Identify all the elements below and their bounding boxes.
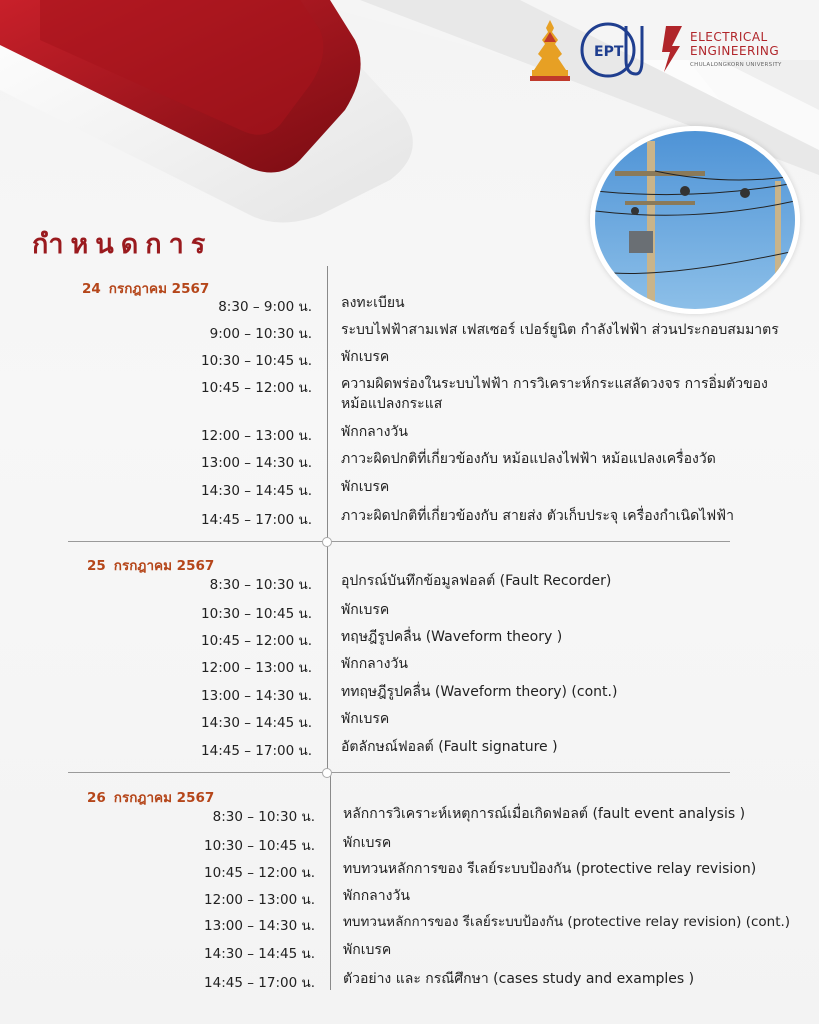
- ept-logo-text: EPT: [594, 44, 624, 60]
- activity: พักเบรค: [343, 942, 392, 958]
- dept-line1: ELECTRICAL: [690, 30, 768, 44]
- ept-logo: [580, 20, 644, 84]
- time-slot: 14:30 – 14:45 น.: [204, 946, 315, 962]
- activity: ภาวะผิดปกติที่เกี่ยวข้องกับ สายส่ง ตัวเก็บประจุ เครื่องกำเนิดไฟฟ้า: [341, 508, 734, 524]
- time-slot: 10:30 – 10:45 น.: [201, 353, 312, 369]
- time-slot: 14:45 – 17:00 น.: [204, 975, 315, 991]
- activity: ลงทะเบียน: [341, 295, 405, 311]
- time-slot: 14:45 – 17:00 น.: [201, 743, 312, 759]
- time-slot: 10:45 – 12:00 น.: [204, 865, 315, 881]
- electrical-engineering-logo-text: [690, 30, 782, 72]
- activity: ตัวอย่าง และ กรณีศึกษา (cases study and examples ): [343, 971, 695, 987]
- timeline-line: [330, 776, 331, 990]
- day-month-year: กรกฎาคม 2567: [113, 790, 215, 806]
- time-slot: 10:30 – 10:45 น.: [201, 606, 312, 622]
- activity: พักเบรค: [341, 602, 390, 618]
- day-month-year: กรกฎาคม 2567: [108, 281, 210, 297]
- dept-line2: ENGINEERING: [690, 44, 780, 58]
- activity: ระบบไฟฟ้าสามเฟส เฟสเซอร์ เปอร์ยูนิต กำลังไฟฟ้า ส่วนประกอบสมมาตร: [341, 322, 779, 338]
- time-slot: 14:30 – 14:45 น.: [201, 483, 312, 499]
- time-slot: 14:45 – 17:00 น.: [201, 512, 312, 528]
- time-slot: 13:00 – 14:30 น.: [201, 455, 312, 471]
- time-slot: 8:30 – 10:30 น.: [212, 809, 315, 825]
- time-slot: 8:30 – 9:00 น.: [218, 299, 312, 315]
- activity-continued: หม้อแปลงกระแส: [341, 396, 443, 412]
- timeline-line: [327, 266, 328, 542]
- divider: [68, 772, 730, 773]
- activity: ทฤษฎีรูปคลื่น (Waveform theory ): [341, 629, 563, 645]
- time-slot: 12:00 – 13:00 น.: [204, 892, 315, 908]
- day-month-year: กรกฎาคม 2567: [113, 558, 215, 574]
- activity: อัตลักษณ์ฟอลต์ (Fault signature ): [341, 739, 558, 755]
- activity: พักเบรค: [341, 479, 390, 495]
- timeline-line: [327, 546, 328, 772]
- time-slot: 10:45 – 12:00 น.: [201, 380, 312, 396]
- activity: อุปกรณ์บันทึกข้อมูลฟอลต์ (Fault Recorder): [341, 573, 612, 589]
- activity: พักเบรค: [341, 349, 390, 365]
- power-pole-photo: [590, 126, 800, 314]
- time-slot: 8:30 – 10:30 น.: [209, 577, 312, 593]
- day-number: 25: [87, 558, 106, 574]
- activity: พักกลางวัน: [343, 888, 410, 904]
- timeline-node: [322, 537, 332, 547]
- activity: พักเบรค: [341, 711, 390, 727]
- page-title: กำหนดการ: [32, 229, 213, 260]
- divider: [68, 541, 730, 542]
- electrical-engineering-logo-mark: [660, 24, 684, 78]
- activity: หลักการวิเคราะห์เหตุการณ์เมื่อเกิดฟอลต์ (fault event analysis ): [343, 806, 746, 822]
- time-slot: 14:30 – 14:45 น.: [201, 715, 312, 731]
- activity: ทบทวนหลักการของ รีเลย์ระบบป้องกัน (protective relay revision): [343, 861, 757, 877]
- activity: พักกลางวัน: [341, 656, 408, 672]
- dept-sub: CHULALONGKORN UNIVERSITY: [690, 62, 782, 68]
- activity: ความผิดพร่องในระบบไฟฟ้า การวิเคราะห์กระแสลัดวงจร การอิ่มตัวของ: [341, 376, 768, 392]
- day-number: 24: [82, 281, 101, 297]
- activity: พักเบรค: [343, 835, 392, 851]
- time-slot: 10:45 – 12:00 น.: [201, 633, 312, 649]
- time-slot: 13:00 – 14:30 น.: [204, 918, 315, 934]
- time-slot: 13:00 – 14:30 น.: [201, 688, 312, 704]
- timeline-node: [322, 768, 332, 778]
- activity: ทบทวนหลักการของ รีเลย์ระบบป้องกัน (protective relay revision) (cont.): [343, 914, 791, 930]
- time-slot: 12:00 – 13:00 น.: [201, 660, 312, 676]
- time-slot: 12:00 – 13:00 น.: [201, 428, 312, 444]
- chula-crest-logo: [528, 18, 572, 88]
- day-number: 26: [87, 790, 106, 806]
- time-slot: 9:00 – 10:30 น.: [209, 326, 312, 342]
- activity: ททฤษฎีรูปคลื่น (Waveform theory) (cont.): [341, 684, 618, 700]
- activity: พักกลางวัน: [341, 424, 408, 440]
- activity: ภาวะผิดปกติที่เกี่ยวข้องกับ หม้อแปลงไฟฟ้า หม้อแปลงเครื่องวัด: [341, 451, 716, 467]
- time-slot: 10:30 – 10:45 น.: [204, 838, 315, 854]
